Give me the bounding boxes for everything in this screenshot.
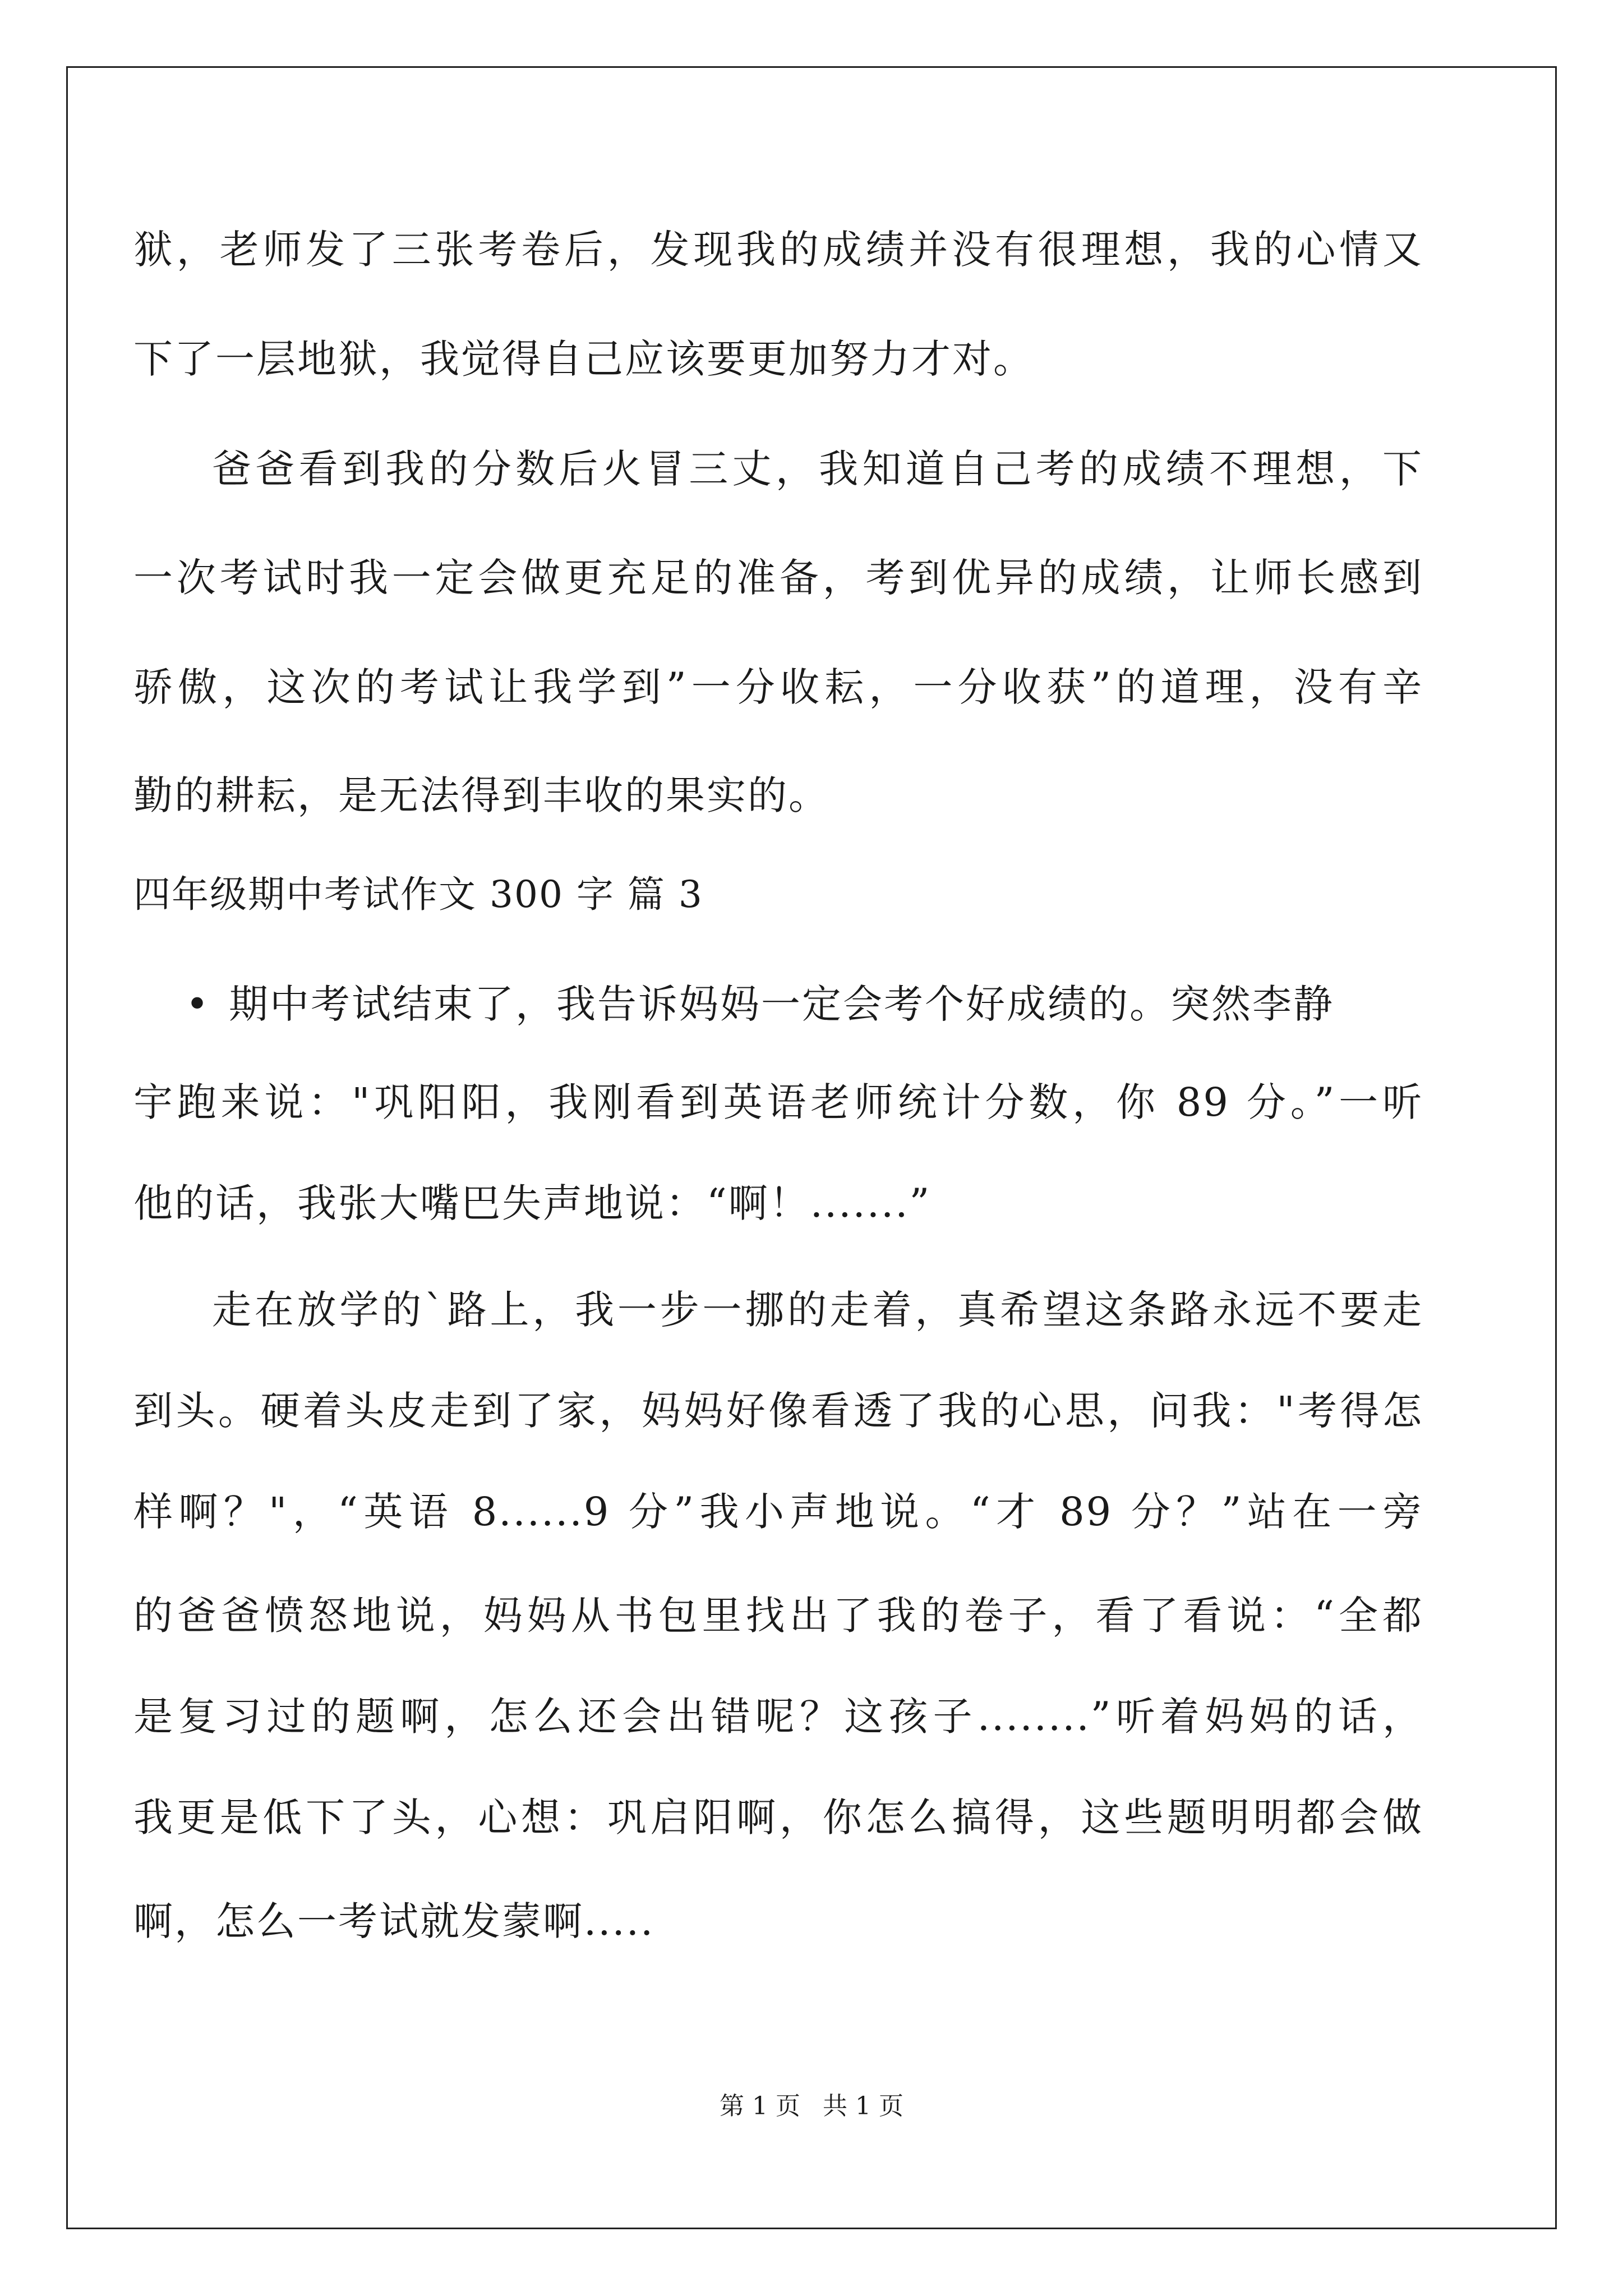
paragraph-line: 到头。硬着头皮走到了家，妈妈好像看透了我的心思，问我："考得怎 bbox=[133, 1388, 1423, 1434]
paragraph-line: 骄傲，这次的考试让我学到”一分收耘，一分收获”的道理，没有辛 bbox=[133, 664, 1423, 710]
paragraph-line: 爸爸看到我的分数后火冒三丈，我知道自己考的成绩不理想，下 bbox=[212, 446, 1423, 492]
paragraph-line: 下了一层地狱，我觉得自己应该要更加努力才对。 bbox=[133, 336, 1034, 382]
paragraph-line: 一次考试时我一定会做更充足的准备，考到优异的成绩，让师长感到 bbox=[133, 555, 1423, 601]
paragraph-line: 宇跑来说："巩阳阳，我刚看到英语老师统计分数，你 89 分。”一听 bbox=[133, 1079, 1423, 1125]
paragraph-line: 勤的耕耘，是无法得到丰收的果实的。 bbox=[133, 772, 829, 818]
page-total: 共 1 页 bbox=[823, 2092, 903, 2120]
paragraph-line: 狱，老师发了三张考卷后，发现我的成绩并没有很理想，我的心情又 bbox=[133, 227, 1423, 273]
paragraph-line: 我更是低下了头，心想：巩启阳啊，你怎么搞得，这些题明明都会做 bbox=[133, 1795, 1423, 1841]
paragraph-line: 啊，怎么一考试就发蒙啊..... bbox=[133, 1898, 655, 1944]
section-heading: 四年级期中考试作文 300 字 篇 3 bbox=[133, 873, 703, 916]
paragraph-line: 他的话，我张大嘴巴失声地说：“啊！.......” bbox=[133, 1180, 932, 1226]
bullet-paragraph-line bbox=[133, 976, 1334, 1032]
page-number: 第 1 页 bbox=[720, 2092, 800, 2120]
paragraph-line: 的爸爸愤怒地说，妈妈从书包里找出了我的卷子，看了看说：“全都 bbox=[133, 1593, 1423, 1639]
paragraph-line: 是复习过的题啊，怎么还会出错呢？这孩子........”听着妈妈的话， bbox=[133, 1694, 1423, 1740]
paragraph-line: 走在放学的`路上，我一步一挪的走着，真希望这条路永远不要走 bbox=[212, 1287, 1423, 1333]
bullet-icon: • bbox=[185, 981, 211, 1027]
paragraph-line: 样啊？"，“英语 8......9 分”我小声地说。“才 89 分？”站在一旁 bbox=[133, 1489, 1423, 1535]
page-footer bbox=[0, 2090, 1623, 2123]
paragraph-text: 期中考试结束了，我告诉妈妈一定会考个好成绩的。突然李静 bbox=[229, 981, 1334, 1027]
